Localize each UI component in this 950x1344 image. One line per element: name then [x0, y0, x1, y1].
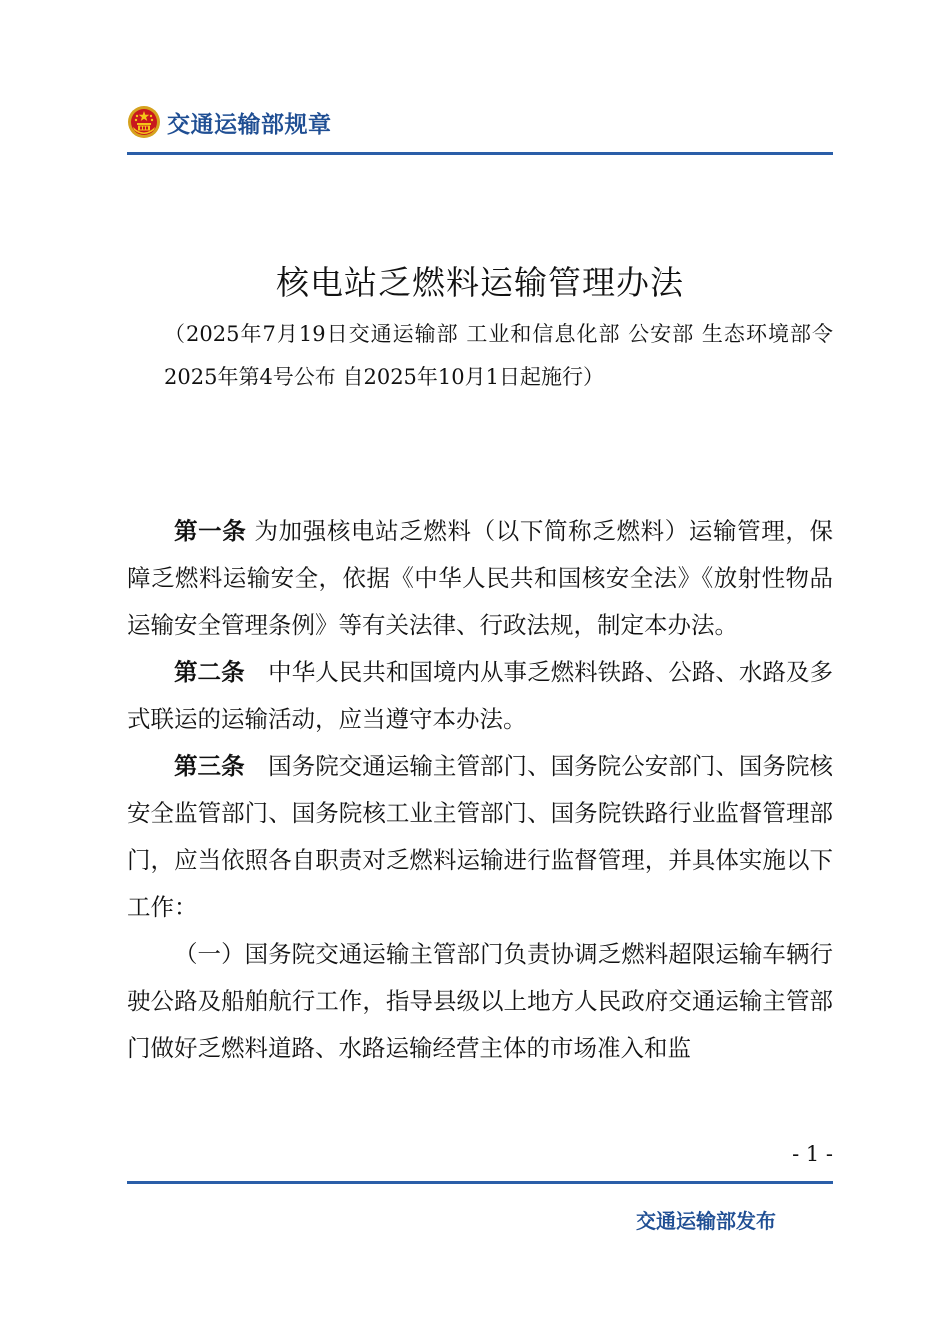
national-emblem-icon	[127, 105, 161, 139]
article-label: 第三条	[174, 752, 245, 780]
document-subtitle: （2025年7月19日交通运输部 工业和信息化部 公安部 生态环境部令2025年第4号公布 自2025年10月1日起施行）	[164, 322, 833, 389]
article-2	[127, 649, 833, 743]
article-3	[127, 743, 833, 931]
page-number: - 1 -	[792, 1142, 833, 1166]
header-title: 交通运输部规章	[167, 111, 332, 138]
item-text: （一）国务院交通运输主管部门负责协调乏燃料超限运输车辆行驶公路及船舶航行工作，指导县级以上地方人民政府交通运输主管部门做好乏燃料道路、水路运输经营主体的市场准入和监	[127, 940, 833, 1062]
article-text: 国务院交通运输主管部门、国务院公安部门、国务院核安全监管部门、国务院核工业主管部门、国务院铁路行业监督管理部门，应当依照各自职责对乏燃料运输进行监督管理，并具体实施以下工作：	[127, 752, 834, 921]
article-label: 第二条	[174, 658, 245, 686]
article-3-item-1	[127, 931, 833, 1072]
footer-publisher: 交通运输部发布	[636, 1209, 776, 1233]
article-text: 为加强核电站乏燃料（以下简称乏燃料）运输管理，保障乏燃料运输安全，依据《中华人民共和国核安全法》《放射性物品运输安全管理条例》等有关法律、行政法规，制定本办法。	[127, 517, 833, 639]
article-text: 中华人民共和国境内从事乏燃料铁路、公路、水路及多式联运的运输活动，应当遵守本办法。	[127, 658, 834, 733]
document-title: 核电站乏燃料运输管理办法	[276, 263, 684, 302]
document-body	[127, 508, 833, 1072]
page-header	[127, 100, 833, 144]
header-divider	[127, 152, 833, 155]
footer-divider	[127, 1181, 833, 1184]
article-1	[127, 508, 833, 649]
article-label: 第一条	[174, 517, 247, 545]
